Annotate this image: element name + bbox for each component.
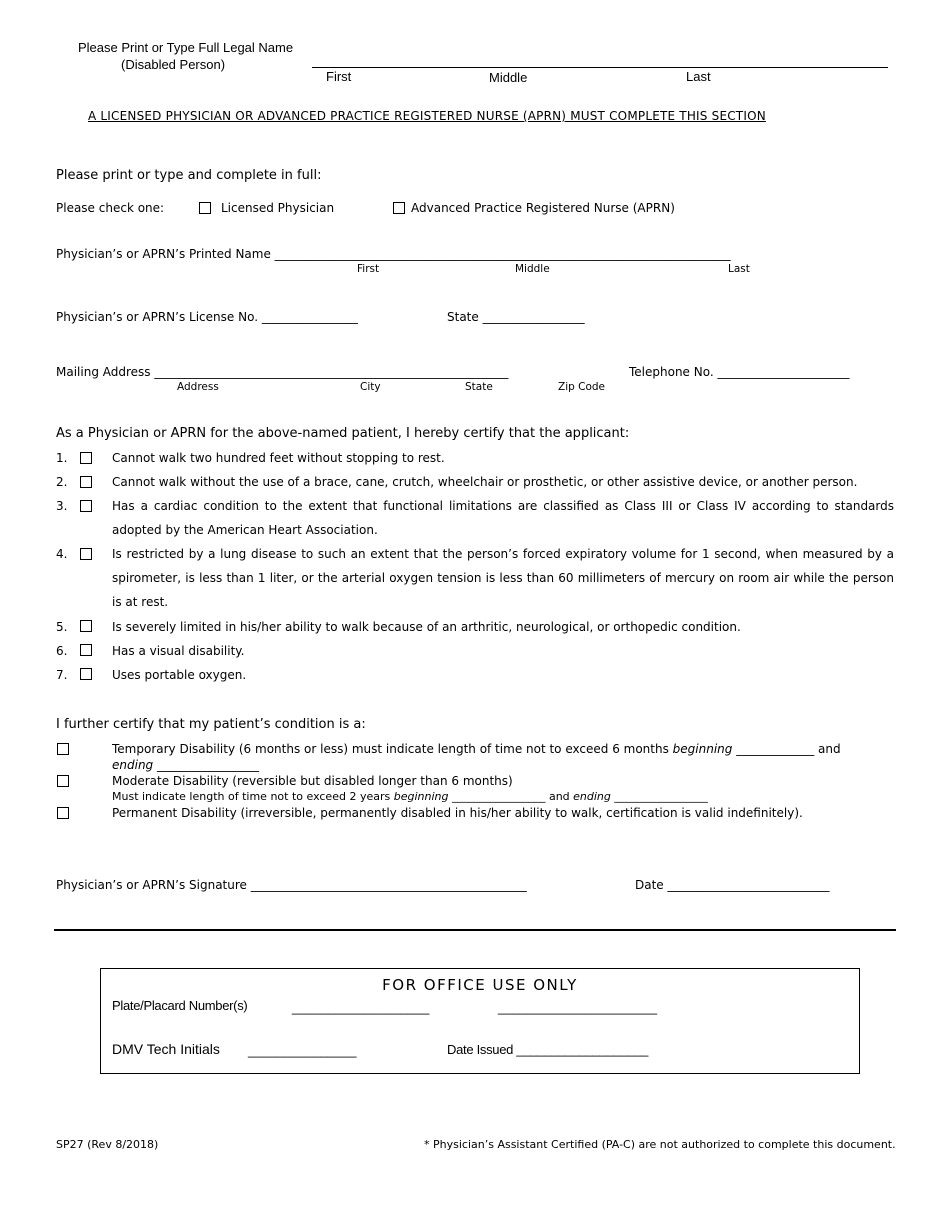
temporary-disability-ending[interactable]: ending _________________ — [112, 758, 259, 772]
condition-number: 6. — [56, 644, 68, 658]
temporary-disability-text[interactable]: Temporary Disability (6 months or less) must indicate length of time not to exceed 6 months beginning _____________ and — [112, 742, 841, 756]
licensed-physician-label: Licensed Physician — [221, 201, 335, 215]
office-use-title: FOR OFFICE USE ONLY — [382, 976, 578, 994]
name-first-label: First — [326, 69, 352, 84]
signature-field[interactable]: Physician’s or APRN’s Signature ______________________________________________ — [56, 878, 527, 892]
instructions: Please print or type and complete in full: — [56, 168, 322, 183]
condition-checkbox[interactable] — [80, 476, 92, 488]
section-divider — [54, 929, 896, 931]
tech-initials-label: DMV Tech Initials — [112, 1041, 220, 1057]
certify-intro: As a Physician or APRN for the above-named patient, I hereby certify that the applicant: — [56, 426, 630, 441]
condition-text: Is severely limited in his/her ability to walk because of an arthritic, neurological, or orthopedic condition. — [112, 620, 741, 634]
condition-number: 5. — [56, 620, 68, 634]
name-label-line1: Please Print or Type Full Legal Name — [78, 40, 294, 55]
aprn-checkbox[interactable] — [393, 202, 405, 214]
condition-checkbox[interactable] — [80, 644, 92, 656]
section-title: A LICENSED PHYSICIAN OR ADVANCED PRACTICE REGISTERED NURSE (APRN) MUST COMPLETE THIS SECTION — [88, 109, 766, 123]
footer-note: * Physician’s Assistant Certified (PA-C) are not authorized to complete this document. — [424, 1138, 896, 1151]
condition-text: Uses portable oxygen. — [112, 668, 247, 682]
name-label-line2: (Disabled Person) — [121, 57, 226, 72]
condition-number: 3. — [56, 499, 68, 513]
aprn-label: Advanced Practice Registered Nurse (APRN) — [411, 201, 675, 215]
license-number-field[interactable]: Physician’s or APRN’s License No. ________________ — [56, 310, 358, 324]
tech-initials-field[interactable]: _______________ — [248, 1043, 357, 1058]
condition-checkbox[interactable] — [80, 620, 92, 632]
zip-sublabel: Zip Code — [558, 381, 605, 393]
printed-name-last-label: Last — [728, 263, 750, 275]
printed-name-first-label: First — [357, 263, 380, 275]
condition-checkbox[interactable] — [80, 548, 92, 560]
date-field[interactable]: Date ___________________________ — [635, 878, 830, 892]
moderate-disability-dates[interactable]: Must indicate length of time not to exceed 2 years beginning _________________ and ending _________________ — [112, 790, 708, 803]
licensed-physician-checkbox[interactable] — [199, 202, 211, 214]
office-use-box — [100, 968, 860, 1074]
condition-text: Cannot walk two hundred feet without stopping to rest. — [112, 451, 445, 465]
city-sublabel: City — [360, 381, 381, 393]
license-state-field[interactable]: State _________________ — [447, 310, 585, 324]
condition-text: Has a cardiac condition to the extent that functional limitations are classified as Class III or Class IV according to standards adopted by the American Heart Association. — [112, 499, 894, 537]
condition-number: 2. — [56, 475, 68, 489]
condition-number: 1. — [56, 451, 68, 465]
date-issued-field[interactable]: Date Issued ___________________ — [447, 1042, 649, 1057]
moderate-disability-text: Moderate Disability (reversible but disabled longer than 6 months) — [112, 774, 513, 788]
permanent-disability-checkbox[interactable] — [57, 807, 69, 819]
condition-text: Has a visual disability. — [112, 644, 245, 658]
check-one-label: Please check one: — [56, 201, 165, 215]
condition-text: Is restricted by a lung disease to such an extent that the person’s forced expiratory volume for 1 second, when measured by a spirometer, is less than 1 liter, or the arterial oxygen tension is less than 60 millimeters of mercury on room air while the person is at rest. — [112, 547, 894, 609]
telephone-field[interactable]: Telephone No. ______________________ — [629, 365, 850, 379]
address-sublabel: Address — [177, 381, 219, 393]
printed-name-middle-label: Middle — [515, 263, 550, 275]
mailing-address-field[interactable]: Mailing Address ___________________________________________________________ — [56, 365, 509, 379]
moderate-disability-checkbox[interactable] — [57, 775, 69, 787]
further-certify-intro: I further certify that my patient’s condition is a: — [56, 717, 366, 732]
condition-number: 7. — [56, 668, 68, 682]
plate-number-label: Plate/Placard Number(s) — [112, 998, 248, 1013]
name-last-label: Last — [686, 69, 711, 84]
plate-number-field-2[interactable]: ______________________ — [498, 1000, 658, 1015]
condition-checkbox[interactable] — [80, 500, 92, 512]
condition-text: Cannot walk without the use of a brace, cane, crutch, wheelchair or prosthetic, or other assistive device, or another person. — [112, 475, 858, 489]
name-middle-label: Middle — [489, 70, 528, 85]
condition-number: 4. — [56, 547, 68, 561]
condition-checkbox[interactable] — [80, 668, 92, 680]
printed-name-field[interactable]: Physician’s or APRN’s Printed Name ____________________________________________________________________________ — [56, 247, 731, 261]
temporary-disability-checkbox[interactable] — [57, 743, 69, 755]
legal-name-line[interactable] — [312, 67, 888, 68]
form-id: SP27 (Rev 8/2018) — [56, 1138, 159, 1151]
permanent-disability-text: Permanent Disability (irreversible, permanently disabled in his/her ability to walk, certification is valid indefinitely). — [112, 806, 803, 820]
plate-number-field-1[interactable]: ___________________ — [292, 1000, 430, 1015]
condition-checkbox[interactable] — [80, 452, 92, 464]
state-sublabel: State — [465, 381, 493, 393]
